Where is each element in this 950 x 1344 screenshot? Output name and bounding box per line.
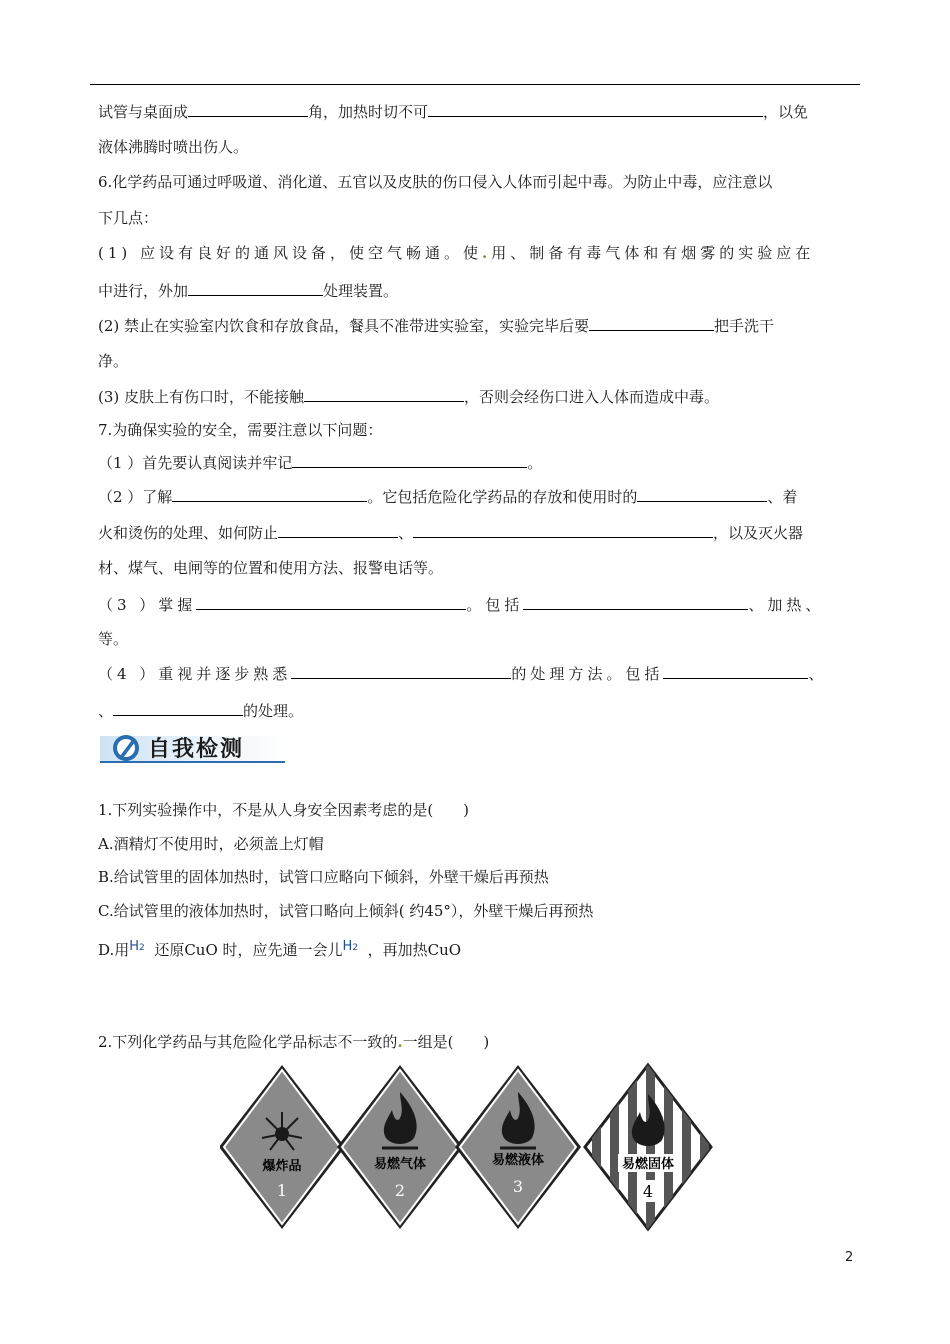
section-title: 自我检测 [148,737,245,762]
answer-blank[interactable] [428,101,763,117]
text-line: 中进行，外加 处理装置。 [98,282,399,300]
answer-blank[interactable] [589,315,714,331]
option-b[interactable]: B.给试管里的固体加热时，试管口应略向下倾斜，外壁干燥后再预热 [98,868,549,886]
formula-h2: H2 [342,939,359,954]
text-line: （4 ）重视并逐步熟悉 的处理方法。包括 、 [98,665,828,683]
answer-blank[interactable] [172,486,367,502]
hazard-sign-flammable-solid [585,1062,711,1232]
text-line: （3 ）掌握 。包括 、加热、 [98,596,825,614]
sign-label: 爆炸品 [262,1159,302,1174]
text-line: 6.化学药品可通过呼吸道、消化道、五官以及皮肤的伤口侵入人体而引起中毒。为防止中毒，应注意以 [98,173,773,191]
answer-blank[interactable] [523,594,748,610]
text-line: 材、煤气、电闸等的位置和使用方法、报警电话等。 [98,559,444,577]
text-line: （2 ）了解 。它包括危险化学药品的存放和使用时的 、着 [98,488,798,506]
sign-label: 易燃固体 [621,1157,675,1172]
text-line: (1) 应设有良好的通风设备，使空气畅通。使.用、制备有毒气体和有烟雾的实验应在 [98,244,815,262]
answer-blank[interactable] [278,522,398,538]
pen-icon [113,735,139,761]
sign-number: 2 [394,1181,406,1200]
hazard-sign-flammable-gas [337,1065,463,1229]
sign-number: 4 [642,1182,654,1201]
text-line: 液体沸腾时喷出伤人。 [98,138,249,156]
option-a[interactable]: A.酒精灯不使用时，必须盖上灯帽 [98,835,324,853]
answer-blank[interactable] [637,486,767,502]
sign-number: 1 [276,1181,288,1200]
text-line: 下几点： [98,209,159,227]
formula-h2: H2 [129,939,145,954]
answer-blank[interactable] [188,101,308,117]
text-line: 火和烫伤的处理、如何防止 、 ，以及灭火器 [98,524,804,542]
hazard-sign-explosive [220,1065,345,1229]
answer-blank[interactable] [663,663,808,679]
sign-number: 3 [512,1177,524,1196]
option-c[interactable]: C.给试管里的液体加热时，试管口略向上倾斜( 约45°），外壁干燥后再预热 [98,902,594,920]
question-stem: 1.下列实验操作中，不是从人身安全因素考虑的是( ) [98,801,470,819]
answer-blank[interactable] [291,663,511,679]
text-line: 试管与桌面成 角，加热时切不可 ，以免 [98,103,809,121]
header-rule [90,84,860,85]
answer-blank[interactable] [196,594,466,610]
sign-label: 易燃气体 [373,1157,427,1172]
text-line: 净。 [98,352,129,370]
answer-blank[interactable] [113,700,243,716]
answer-blank[interactable] [304,386,464,402]
hazard-sign-flammable-liquid [455,1065,581,1229]
option-d[interactable]: D.用H2 还原CuO 时，应先通一会儿H2 ，再加热CuO [98,939,462,959]
text-line: (3) 皮肤上有伤口时，不能接触 ，否则会经伤口进入人体而造成中毒。 [98,388,720,406]
text-line: 、 的处理。 [98,702,304,720]
question-stem: 2.下列化学药品与其危险化学品标志不一致的.一组是( ) [98,1033,490,1051]
hazard-signs [220,1062,720,1232]
page-number: 2 [845,1250,854,1265]
text-line: 7.为确保实验的安全，需要注意以下问题： [98,421,383,439]
answer-blank[interactable] [413,522,713,538]
sign-label: 易燃液体 [491,1153,545,1168]
answer-blank[interactable] [188,280,323,296]
answer-blank[interactable] [292,452,527,468]
text-line: 等。 [98,630,129,648]
text-line: （1 ）首先要认真阅读并牢记 。 [98,454,543,472]
text-line: (2) 禁止在实验室内饮食和存放食品，餐具不准带进实验室，实验完毕后要 把手洗干 [98,317,775,335]
